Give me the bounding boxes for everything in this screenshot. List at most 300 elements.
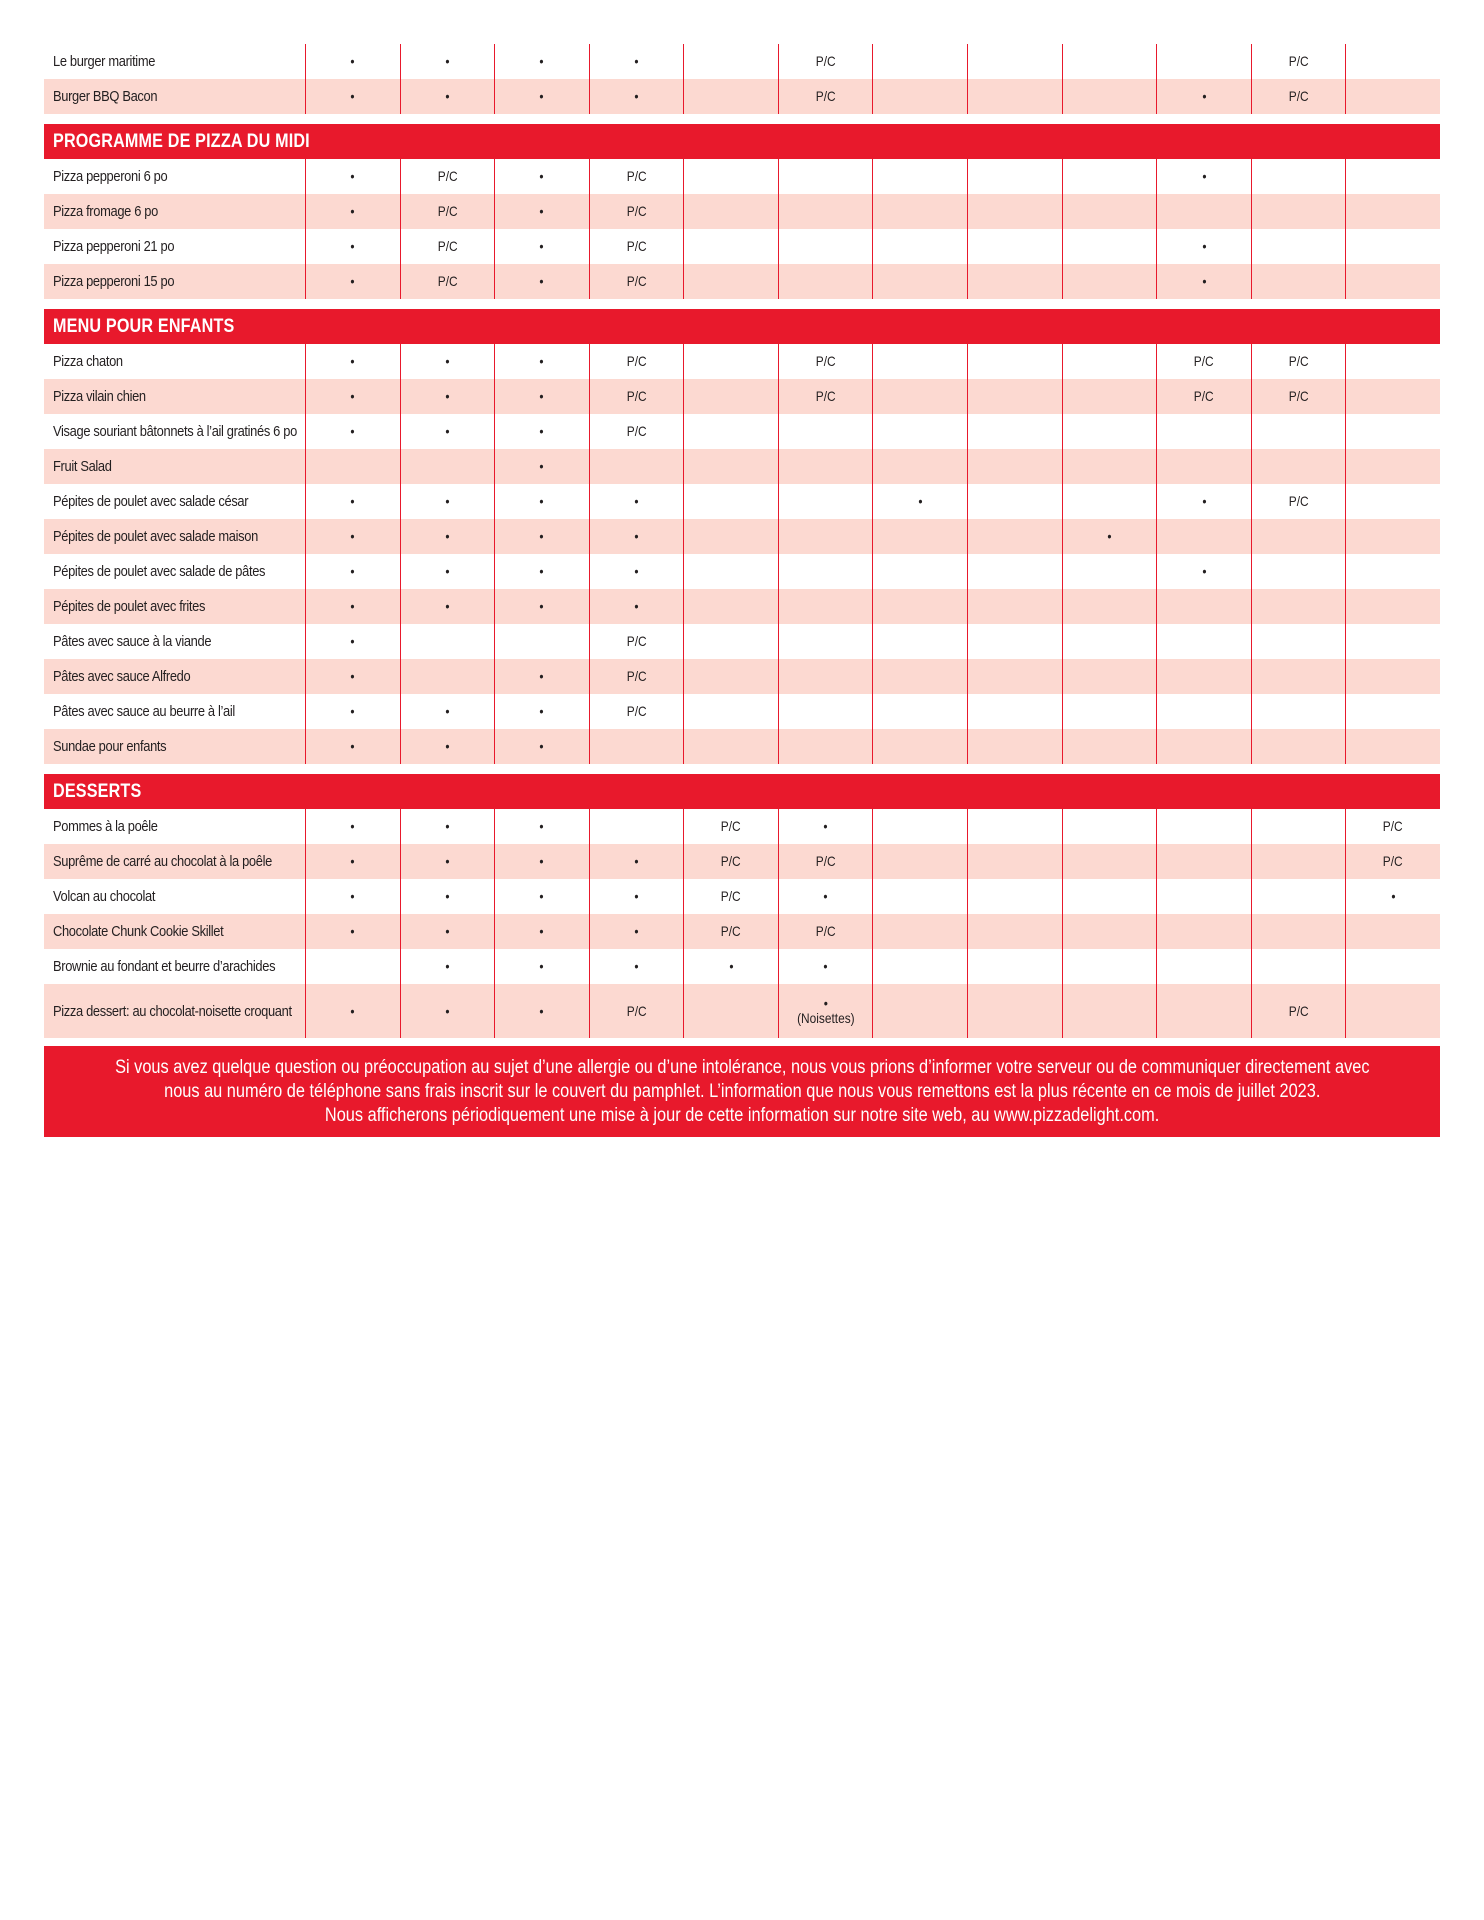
- section-gap: [44, 764, 1440, 774]
- allergen-cell: [305, 159, 400, 194]
- allergen-cell: [1062, 879, 1157, 914]
- table-row: [44, 344, 1440, 379]
- item-name-cell: [44, 264, 305, 299]
- allergen-mark: P/C: [815, 53, 836, 69]
- allergen-mark: •: [539, 88, 545, 104]
- allergen-cell: [1345, 44, 1440, 79]
- allergen-cell: [400, 414, 495, 449]
- allergen-mark: •: [350, 668, 355, 684]
- allergen-cell: [494, 344, 589, 379]
- allergen-cell: [494, 484, 589, 519]
- allergen-cell: [1156, 729, 1251, 764]
- item-name: Visage souriant bâtonnets à l’ail gratinés 6 po: [53, 423, 297, 440]
- allergen-cell: [305, 809, 400, 844]
- allergen-cell: [1345, 484, 1440, 519]
- allergen-cell: [305, 519, 400, 554]
- allergen-cell: [778, 809, 873, 844]
- allergen-cell: [967, 879, 1062, 914]
- allergen-cell: [589, 554, 684, 589]
- allergen-mark: •: [823, 888, 828, 904]
- allergen-cell: [1251, 949, 1346, 984]
- allergen-cell: [683, 159, 778, 194]
- item-name: Suprême de carré au chocolat à la poêle: [53, 853, 272, 870]
- allergen-cell: [778, 194, 873, 229]
- allergen-cell: [494, 729, 589, 764]
- allergen-cell: [967, 914, 1062, 949]
- allergen-cell: [1156, 194, 1251, 229]
- allergen-cell: [872, 949, 967, 984]
- allergen-mark: P/C: [1194, 388, 1214, 404]
- table-row: [44, 844, 1440, 879]
- table-row: [44, 554, 1440, 589]
- allergen-mark: P/C: [1288, 88, 1309, 104]
- allergen-mark: •: [445, 1002, 450, 1019]
- allergen-cell: [778, 589, 873, 624]
- section-title: MENU POUR ENFANTS: [53, 315, 235, 337]
- allergen-cell: [967, 344, 1062, 379]
- section-header: [44, 124, 1440, 159]
- item-name: Pâtes avec sauce à la viande: [53, 633, 212, 650]
- allergy-notice: [44, 1046, 1440, 1137]
- allergen-mark: P/C: [1383, 818, 1404, 834]
- allergen-cell: [1062, 44, 1157, 79]
- allergen-mark: P/C: [626, 203, 647, 219]
- allergen-mark: •: [539, 563, 545, 579]
- allergen-cell: [1156, 844, 1251, 879]
- allergen-mark: •: [823, 818, 828, 834]
- allergen-mark: •: [350, 703, 355, 719]
- allergen-cell: [683, 229, 778, 264]
- allergen-cell: [778, 414, 873, 449]
- allergen-cell: [400, 809, 495, 844]
- allergen-cell: [494, 229, 589, 264]
- allergen-cell: [967, 984, 1062, 1038]
- allergen-cell: [589, 589, 684, 624]
- item-name-cell: [44, 914, 305, 949]
- item-name-cell: [44, 484, 305, 519]
- allergen-cell: [872, 344, 967, 379]
- allergen-cell: [683, 194, 778, 229]
- item-name: Pizza pepperoni 15 po: [53, 273, 175, 290]
- allergen-cell: [589, 159, 684, 194]
- allergen-cell: [400, 694, 495, 729]
- allergen-cell: [967, 554, 1062, 589]
- item-name-cell: [44, 729, 305, 764]
- allergen-mark: P/C: [721, 818, 741, 834]
- allergen-cell: [1345, 519, 1440, 554]
- allergen-cell: [1156, 949, 1251, 984]
- allergen-cell: [1345, 984, 1440, 1038]
- allergen-cell: [1345, 844, 1440, 879]
- allergen-cell: [1156, 79, 1251, 114]
- allergen-cell: [1251, 984, 1346, 1038]
- allergen-cell: [1156, 449, 1251, 484]
- allergen-mark: P/C: [626, 273, 647, 289]
- allergen-cell: [589, 229, 684, 264]
- allergen-mark: •: [539, 353, 545, 369]
- allergen-cell: [1345, 414, 1440, 449]
- item-name-cell: [44, 449, 305, 484]
- item-name: Pizza vilain chien: [53, 388, 146, 405]
- item-name: Sundae pour enfants: [53, 738, 167, 755]
- allergen-cell: [778, 44, 873, 79]
- allergen-mark: •: [634, 598, 639, 614]
- item-name: Pâtes avec sauce au beurre à l’ail: [53, 703, 235, 720]
- allergen-mark: P/C: [815, 353, 836, 369]
- allergen-mark: P/C: [721, 923, 741, 939]
- allergen-cell: [683, 44, 778, 79]
- allergen-mark: •: [445, 388, 450, 404]
- allergen-mark: •: [445, 738, 450, 754]
- allergen-cell: [1251, 449, 1346, 484]
- allergen-cell: [1345, 194, 1440, 229]
- allergen-cell: [1062, 229, 1157, 264]
- allergen-cell: [872, 194, 967, 229]
- allergen-cell: [1156, 264, 1251, 299]
- allergen-cell: [683, 554, 778, 589]
- allergen-cell: [494, 914, 589, 949]
- allergen-cell: [1345, 949, 1440, 984]
- allergen-cell: [1062, 694, 1157, 729]
- allergen-cell: [683, 449, 778, 484]
- allergen-cell: [967, 79, 1062, 114]
- allergen-cell: [1251, 844, 1346, 879]
- allergen-cell: [494, 589, 589, 624]
- allergen-cell: [872, 79, 967, 114]
- allergen-cell: [494, 809, 589, 844]
- allergen-cell: [1345, 809, 1440, 844]
- allergen-mark: •: [445, 888, 450, 904]
- table-row: [44, 264, 1440, 299]
- allergen-cell: [1156, 694, 1251, 729]
- allergen-mark: P/C: [437, 203, 458, 219]
- allergen-mark: •: [728, 958, 734, 974]
- allergen-cell: [1251, 344, 1346, 379]
- allergen-cell: [305, 264, 400, 299]
- section-header: [44, 774, 1440, 809]
- allergen-cell: [872, 809, 967, 844]
- item-name-cell: [44, 879, 305, 914]
- allergen-mark: •: [350, 853, 355, 869]
- allergen-cell: [305, 589, 400, 624]
- item-name-cell: [44, 379, 305, 414]
- table-row: [44, 694, 1440, 729]
- section-gap: [44, 299, 1440, 309]
- table-row: [44, 159, 1440, 194]
- allergen-mark: •: [539, 53, 545, 69]
- item-name: Volcan au chocolat: [53, 888, 156, 905]
- allergen-cell: [683, 624, 778, 659]
- allergen-cell: [589, 729, 684, 764]
- item-name-cell: [44, 844, 305, 879]
- allergen-mark: P/C: [626, 703, 647, 719]
- item-name: Le burger maritime: [53, 53, 156, 70]
- item-name: Brownie au fondant et beurre d’arachides: [53, 958, 276, 975]
- allergen-cell: [589, 344, 684, 379]
- item-name-cell: [44, 194, 305, 229]
- allergen-cell: [967, 809, 1062, 844]
- allergen-cell: [494, 554, 589, 589]
- allergen-cell: [305, 844, 400, 879]
- table-row: [44, 949, 1440, 984]
- allergen-cell: [400, 229, 495, 264]
- allergen-mark: •: [445, 923, 450, 939]
- allergen-cell: [1156, 809, 1251, 844]
- allergen-cell: [1156, 159, 1251, 194]
- allergen-mark: P/C: [437, 168, 458, 184]
- allergen-cell: [872, 624, 967, 659]
- notice-line: Nous afficherons périodiquement une mise à jour de cette information sur notre site web, au www.pizzadelight.com.: [324, 1104, 1160, 1126]
- allergen-cell: [305, 344, 400, 379]
- allergen-cell: [683, 379, 778, 414]
- item-name-cell: [44, 624, 305, 659]
- allergen-cell: [305, 484, 400, 519]
- allergen-mark: •: [445, 423, 450, 439]
- allergen-cell: [1345, 659, 1440, 694]
- allergen-cell: [1251, 194, 1346, 229]
- allergen-cell: [1156, 659, 1251, 694]
- allergen-cell: [683, 344, 778, 379]
- allergen-cell: [589, 659, 684, 694]
- allergen-mark: P/C: [1288, 493, 1309, 509]
- allergen-mark: •: [539, 958, 545, 974]
- table-row: [44, 589, 1440, 624]
- table-row: [44, 624, 1440, 659]
- allergen-mark: •: [634, 853, 639, 869]
- allergen-mark: •: [1201, 273, 1207, 289]
- allergen-cell: [967, 194, 1062, 229]
- allergen-mark: P/C: [626, 668, 647, 684]
- allergen-cell: [589, 264, 684, 299]
- allergen-cell: [1156, 589, 1251, 624]
- section-title: DESSERTS: [53, 780, 142, 802]
- allergen-cell: [1345, 344, 1440, 379]
- allergen-cell: [589, 694, 684, 729]
- allergen-cell: [494, 264, 589, 299]
- allergen-cell: [683, 79, 778, 114]
- allergen-mark: •: [445, 703, 450, 719]
- allergen-mark: P/C: [437, 238, 458, 254]
- allergen-cell: [1345, 914, 1440, 949]
- table-row: [44, 984, 1440, 1038]
- allergen-cell: [400, 44, 495, 79]
- item-name: Pizza dessert: au chocolat-noisette croquant: [53, 1002, 292, 1020]
- allergen-mark: •: [350, 888, 355, 904]
- allergen-mark: •: [634, 958, 639, 974]
- allergen-mark: •: [1201, 168, 1207, 184]
- allergen-mark: •: [539, 528, 545, 544]
- allergen-table: [44, 44, 1440, 1137]
- allergen-cell: [1062, 844, 1157, 879]
- allergen-mark: •: [445, 53, 450, 69]
- allergen-cell: [683, 809, 778, 844]
- allergen-mark: •: [350, 493, 355, 509]
- allergen-cell: [778, 694, 873, 729]
- allergen-mark: •: [539, 738, 545, 754]
- allergen-cell: [1251, 694, 1346, 729]
- allergen-cell: [494, 44, 589, 79]
- item-name: Fruit Salad: [53, 458, 112, 475]
- allergen-cell: [1251, 264, 1346, 299]
- allergen-mark: •: [445, 353, 450, 369]
- allergen-cell: [494, 949, 589, 984]
- allergen-mark: •: [539, 888, 545, 904]
- allergen-cell: [1156, 519, 1251, 554]
- item-name: Pizza fromage 6 po: [53, 203, 158, 220]
- notice-line: nous au numéro de téléphone sans frais inscrit sur le couvert du pamphlet. L’information que nous vous remettons est la plus récente en ce mois de juillet 2023.: [163, 1080, 1321, 1102]
- allergen-cell: [400, 554, 495, 589]
- allergen-mark: P/C: [721, 888, 741, 904]
- table-row: [44, 79, 1440, 114]
- allergen-cell: [778, 519, 873, 554]
- allergen-cell: [494, 449, 589, 484]
- allergen-mark: •: [350, 598, 355, 614]
- allergen-cell: [1062, 159, 1157, 194]
- table-row: [44, 379, 1440, 414]
- allergen-cell: [305, 659, 400, 694]
- allergen-mark: P/C: [1288, 353, 1309, 369]
- table-row: [44, 414, 1440, 449]
- allergen-cell: [1345, 379, 1440, 414]
- allergen-cell: [967, 694, 1062, 729]
- allergen-cell: [1251, 484, 1346, 519]
- allergen-cell: [778, 264, 873, 299]
- allergen-cell: [1062, 264, 1157, 299]
- allergen-cell: [1345, 589, 1440, 624]
- table-row: [44, 44, 1440, 79]
- allergen-cell: [778, 914, 873, 949]
- allergen-mark: •: [539, 818, 545, 834]
- allergen-cell: [778, 554, 873, 589]
- allergen-cell: [494, 879, 589, 914]
- table-row: [44, 449, 1440, 484]
- allergen-mark: •: [823, 958, 828, 974]
- allergen-cell: [305, 949, 400, 984]
- allergen-cell: [1062, 484, 1157, 519]
- allergen-cell: [683, 984, 778, 1038]
- item-name-cell: [44, 229, 305, 264]
- allergen-cell: [400, 264, 495, 299]
- allergen-cell: [305, 229, 400, 264]
- allergen-cell: [1156, 879, 1251, 914]
- allergen-cell: [400, 449, 495, 484]
- item-name: Pizza chaton: [53, 353, 123, 370]
- allergen-mark: •: [539, 203, 545, 219]
- section-header: [44, 309, 1440, 344]
- notice-line: Si vous avez quelque question ou préoccupation au sujet d’une allergie ou d’une intolérance, nous vous prions d’informer votre serveur ou de communiquer directement avec: [114, 1056, 1370, 1078]
- item-name: Pizza pepperoni 6 po: [53, 168, 168, 185]
- allergen-cell: [1156, 914, 1251, 949]
- allergen-cell: [1156, 229, 1251, 264]
- allergen-mark: P/C: [626, 388, 647, 404]
- allergen-mark: •: [445, 853, 450, 869]
- allergen-cell: [589, 414, 684, 449]
- item-name: Chocolate Chunk Cookie Skillet: [53, 923, 224, 940]
- allergen-cell: [400, 914, 495, 949]
- allergen-mark: •: [539, 703, 545, 719]
- allergen-cell: [683, 589, 778, 624]
- allergen-cell: [1062, 344, 1157, 379]
- item-name-cell: [44, 949, 305, 984]
- allergen-cell: [400, 519, 495, 554]
- item-name: Pépites de poulet avec salade maison: [53, 528, 258, 545]
- allergen-cell: [400, 344, 495, 379]
- allergen-cell: [778, 229, 873, 264]
- allergen-cell: [872, 879, 967, 914]
- allergen-cell: [1251, 414, 1346, 449]
- allergen-cell: [683, 729, 778, 764]
- allergen-cell: [872, 449, 967, 484]
- item-name-cell: [44, 694, 305, 729]
- allergen-mark: •: [445, 818, 450, 834]
- allergen-cell: [589, 519, 684, 554]
- allergen-mark: P/C: [437, 273, 458, 289]
- allergen-cell: [967, 624, 1062, 659]
- allergen-cell: [683, 949, 778, 984]
- allergen-cell: [305, 624, 400, 659]
- allergen-cell: [305, 44, 400, 79]
- allergen-cell: [778, 949, 873, 984]
- allergen-cell: [683, 694, 778, 729]
- allergen-mark: P/C: [815, 88, 836, 104]
- allergen-mark: •: [539, 1002, 545, 1019]
- allergen-mark: P/C: [1288, 53, 1309, 69]
- allergen-mark: •: [634, 528, 639, 544]
- allergen-cell: [1156, 414, 1251, 449]
- allergen-cell: [1345, 554, 1440, 589]
- allergen-mark: •: [445, 598, 450, 614]
- allergen-mark: •: [350, 423, 355, 439]
- allergen-cell: [400, 659, 495, 694]
- allergen-cell: [872, 844, 967, 879]
- allergen-mark: •: [539, 493, 545, 509]
- item-name: Pépites de poulet avec salade césar: [53, 493, 249, 510]
- allergen-cell: [1345, 229, 1440, 264]
- allergen-mark: •: [634, 88, 639, 104]
- allergen-cell: [400, 844, 495, 879]
- allergen-cell: [872, 554, 967, 589]
- allergen-cell: [400, 484, 495, 519]
- allergen-cell: [400, 379, 495, 414]
- allergen-cell: [1251, 159, 1346, 194]
- allergen-mark: •: [350, 203, 355, 219]
- allergen-mark: P/C: [626, 423, 647, 439]
- allergen-mark: •: [634, 923, 639, 939]
- allergen-cell: [1345, 449, 1440, 484]
- allergen-cell: [494, 624, 589, 659]
- allergen-mark: P/C: [626, 168, 647, 184]
- allergen-mark: •: [445, 528, 450, 544]
- allergen-mark: •: [350, 353, 355, 369]
- allergen-cell: [872, 414, 967, 449]
- allergen-mark: •: [918, 493, 923, 509]
- allergen-cell: [589, 879, 684, 914]
- allergen-cell: [589, 914, 684, 949]
- allergen-cell: [1345, 879, 1440, 914]
- allergen-cell: [305, 194, 400, 229]
- allergen-mark: •: [350, 563, 355, 579]
- allergen-cell: [778, 984, 873, 1038]
- allergen-mark: •: [445, 958, 450, 974]
- allergen-cell: [1156, 624, 1251, 659]
- allergen-cell: [1062, 554, 1157, 589]
- item-name-cell: [44, 554, 305, 589]
- allergen-cell: [967, 229, 1062, 264]
- allergen-cell: [400, 949, 495, 984]
- allergen-cell: [1251, 44, 1346, 79]
- allergen-cell: [1062, 949, 1157, 984]
- allergen-cell: [1156, 44, 1251, 79]
